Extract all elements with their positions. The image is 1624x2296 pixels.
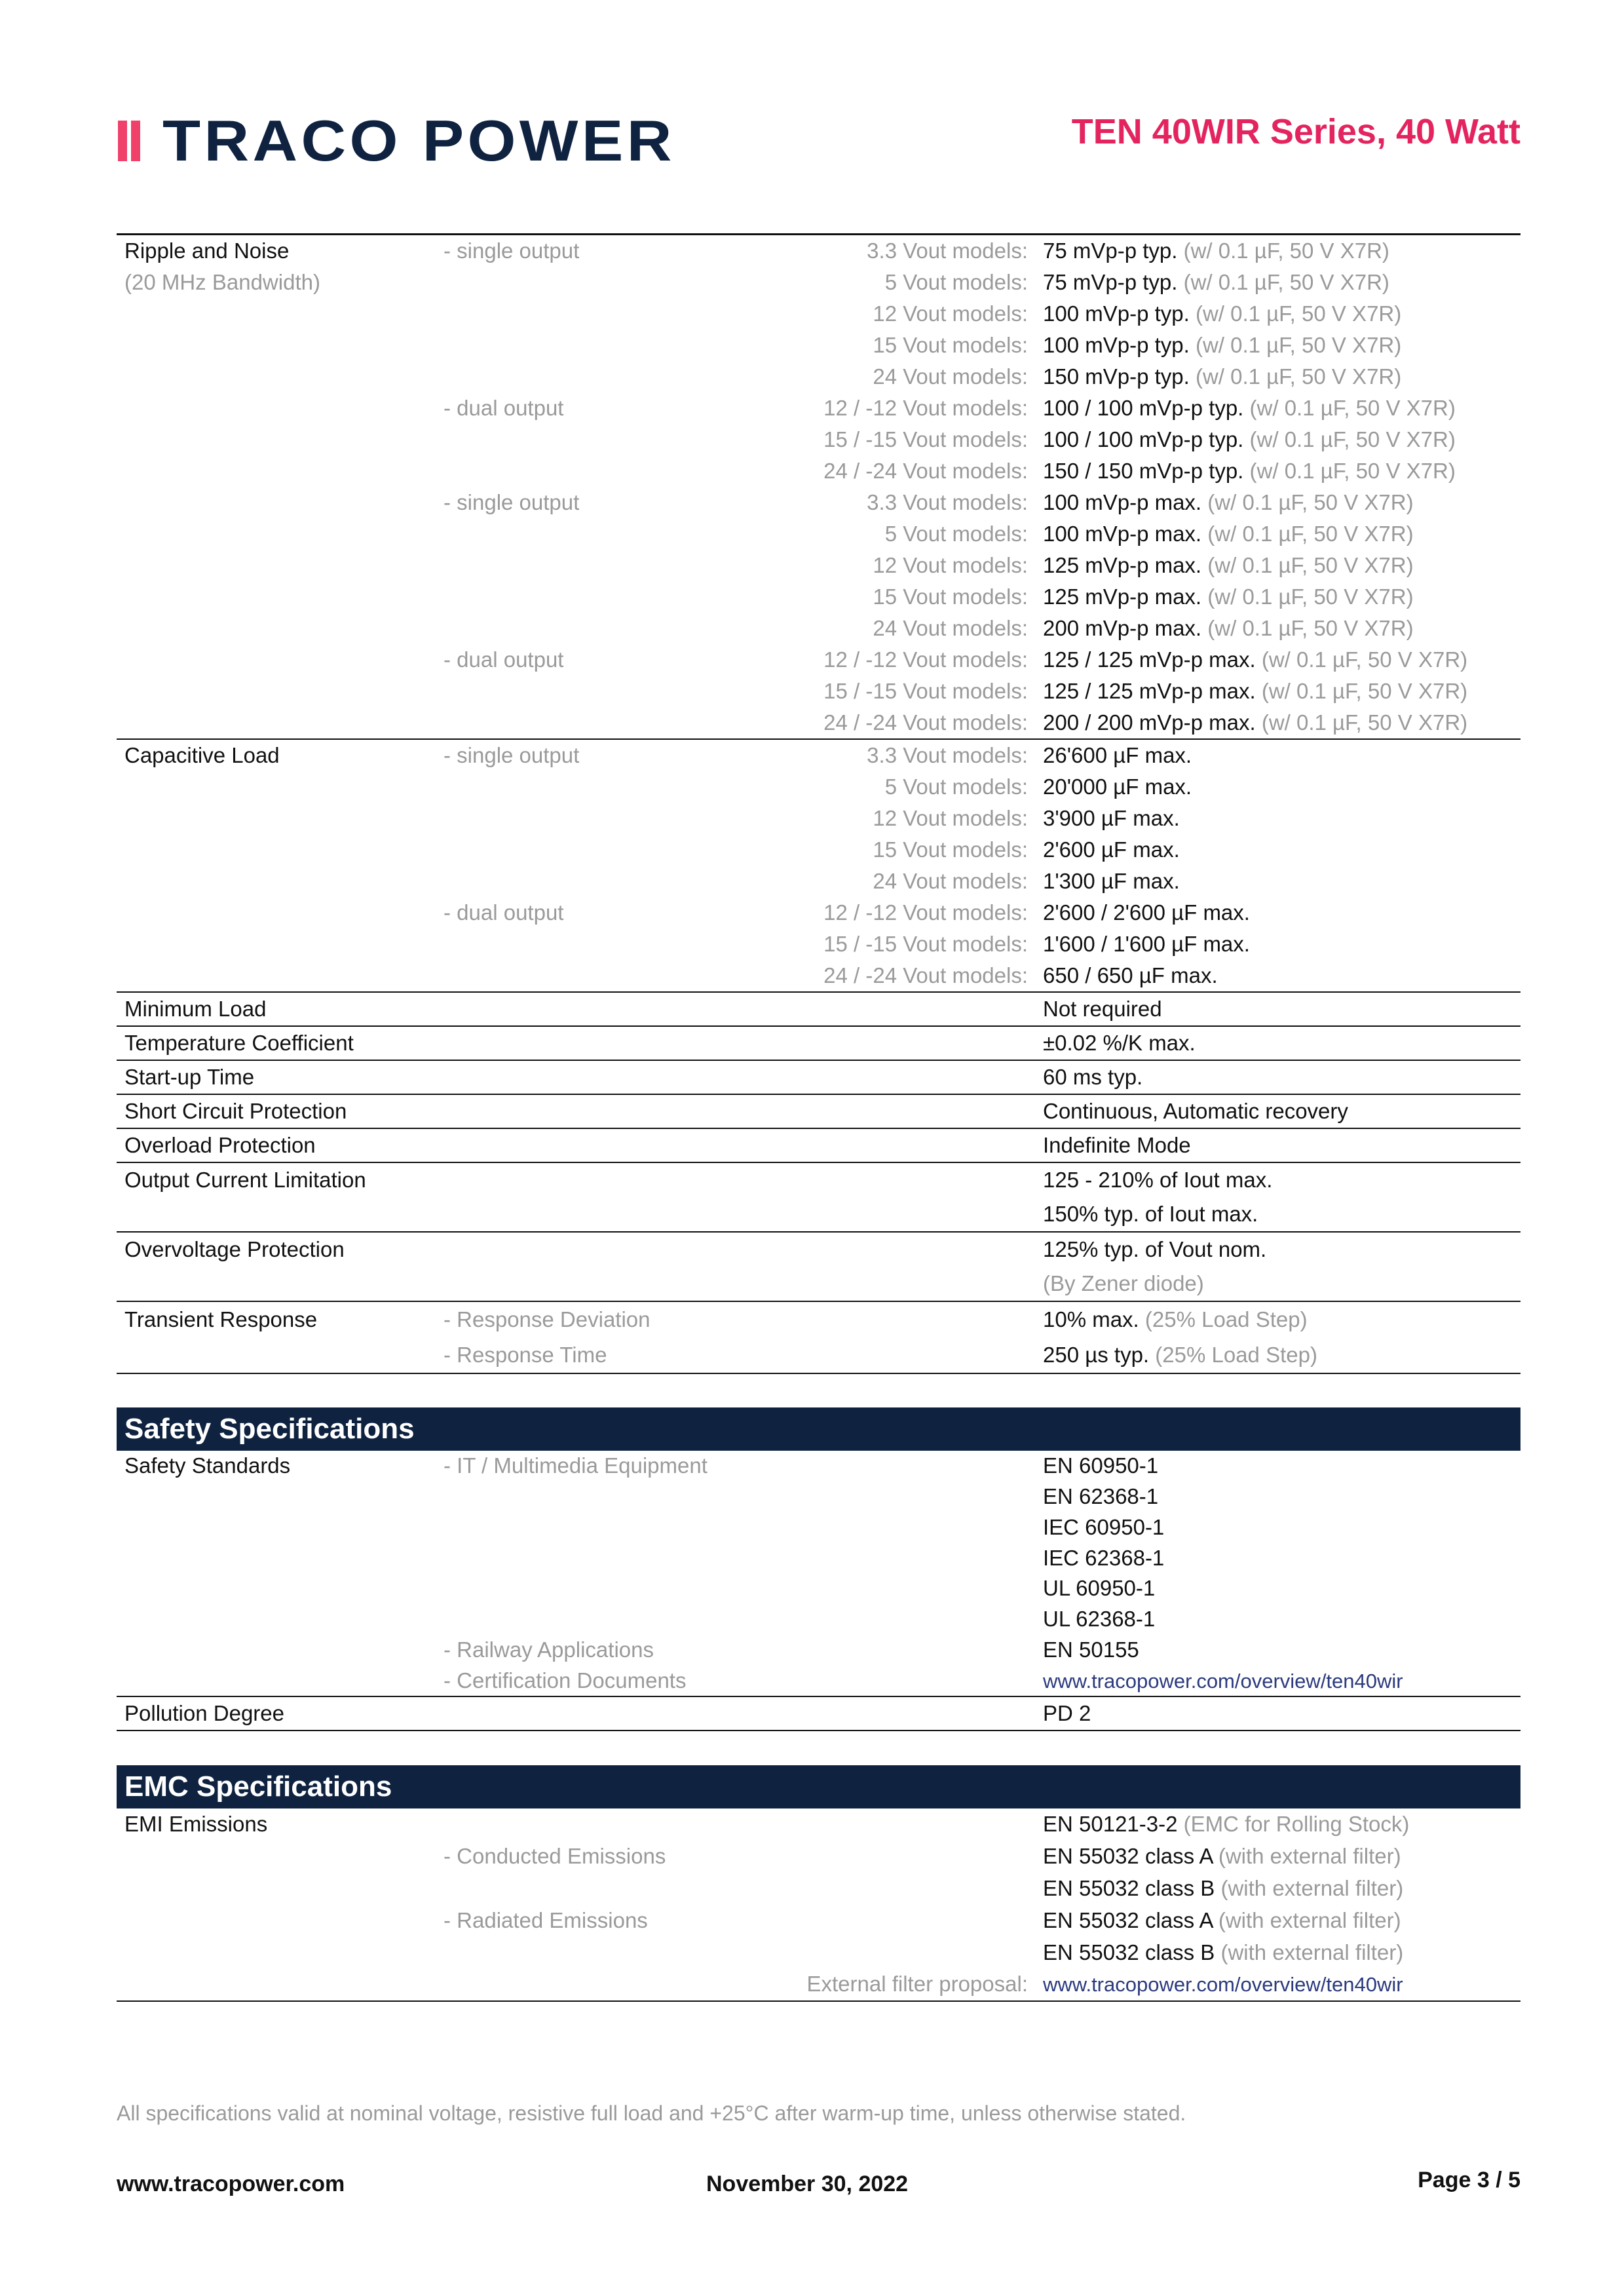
spec-row [117, 581, 1520, 613]
value-main: 250 µs typ. [1043, 1343, 1150, 1367]
spec-row [117, 866, 1520, 897]
value-main: 200 / 200 mVp-p max. [1043, 710, 1256, 735]
spec-group [117, 993, 1520, 1027]
value-main: 2'600 / 2'600 µF max. [1043, 900, 1250, 925]
spec-value [1043, 997, 1520, 1022]
spec-group [117, 1129, 1520, 1163]
value-main: 60 ms typ. [1043, 1065, 1143, 1089]
spec-value [1043, 743, 1520, 768]
spec-condition: 15 / -15 Vout models: [823, 679, 1028, 703]
spec-condition: 24 Vout models: [873, 869, 1028, 893]
value-main: 2'600 µF max. [1043, 837, 1180, 862]
value-main: 100 mVp-p typ. [1043, 301, 1190, 326]
spec-group [117, 1233, 1520, 1302]
value-main: 650 / 650 µF max. [1043, 963, 1218, 987]
logo-mark-icon [118, 121, 140, 161]
value-note: (By Zener diode) [1043, 1271, 1204, 1295]
spec-row [117, 1635, 1520, 1666]
certification-link[interactable]: www.tracopower.com/overview/ten40wir [1043, 1669, 1403, 1693]
spec-label: Transient Response [124, 1307, 318, 1331]
value-note: (with external filter) [1220, 1875, 1404, 1900]
brand-name: TRACO POWER [162, 108, 675, 173]
value-main: 125% typ. of Vout nom. [1043, 1237, 1267, 1261]
spec-value [1043, 333, 1520, 358]
spec-condition: 3.3 Vout models: [867, 743, 1028, 767]
value-main: 100 mVp-p max. [1043, 490, 1202, 514]
spec-condition: 5 Vout models: [884, 522, 1028, 546]
footer-page-number: Page 3 / 5 [1418, 2168, 1520, 2192]
spec-row [117, 1197, 1520, 1231]
spec-row [117, 803, 1520, 834]
spec-label: Minimum Load [124, 997, 267, 1021]
value-note: (with external filter) [1220, 1940, 1404, 1964]
spec-condition: 24 Vout models: [873, 364, 1028, 389]
spec-sublabel: - dual output [444, 396, 564, 420]
spec-value [1043, 1876, 1520, 1901]
spec-label: Pollution Degree [124, 1701, 284, 1725]
value-note: (with external filter) [1218, 1844, 1401, 1869]
spec-value [1043, 869, 1520, 894]
spec-row [117, 993, 1520, 1025]
spec-row [117, 1163, 1520, 1197]
spec-label: Overvoltage Protection [124, 1237, 345, 1261]
spec-row [117, 1302, 1520, 1337]
value-note: (w/ 0.1 µF, 50 V X7R) [1261, 710, 1468, 735]
spec-row [117, 928, 1520, 960]
spec-condition: 3.3 Vout models: [867, 239, 1028, 263]
spec-value [1043, 1844, 1520, 1869]
spec-sublabel: - Response Time [444, 1343, 607, 1367]
spec-value [1043, 932, 1520, 957]
spec-value [1043, 1031, 1520, 1056]
spec-value [1043, 1607, 1520, 1632]
spec-value [1043, 710, 1520, 735]
spec-value [1043, 270, 1520, 295]
spec-label: Overload Protection [124, 1133, 316, 1157]
value-note: (EMC for Rolling Stock) [1183, 1812, 1410, 1837]
value-main: 125 - 210% of Iout max. [1043, 1168, 1273, 1192]
value-main: 10% max. [1043, 1307, 1139, 1331]
value-note: (w/ 0.1 µF, 50 V X7R) [1249, 396, 1456, 420]
value-main: 100 mVp-p max. [1043, 522, 1202, 546]
spec-row [117, 1542, 1520, 1573]
value-note: (w/ 0.1 µF, 50 V X7R) [1195, 364, 1402, 389]
value-main: 20'000 µF max. [1043, 775, 1192, 799]
spec-row [117, 361, 1520, 392]
spec-row [117, 897, 1520, 928]
spec-value [1043, 1099, 1520, 1124]
spec-label: Capacitive Load [124, 743, 280, 767]
value-note: (w/ 0.1 µF, 50 V X7R) [1207, 490, 1414, 514]
value-main: 3'900 µF max. [1043, 806, 1180, 830]
spec-label: Ripple and Noise [124, 239, 290, 263]
value-main: 125 / 125 mVp-p max. [1043, 679, 1256, 703]
spec-condition: 12 Vout models: [873, 806, 1028, 830]
spec-value [1043, 775, 1520, 799]
spec-sublabel: - Railway Applications [444, 1637, 654, 1662]
spec-value [1043, 1133, 1520, 1158]
spec-condition: 12 / -12 Vout models: [823, 396, 1028, 420]
spec-condition: 5 Vout models: [884, 775, 1028, 799]
spec-value [1043, 963, 1520, 988]
spec-value [1043, 301, 1520, 326]
spec-value [1043, 679, 1520, 704]
spec-condition: 24 / -24 Vout models: [823, 459, 1028, 483]
spec-row [117, 1665, 1520, 1696]
spec-value [1043, 553, 1520, 578]
spec-value [1043, 806, 1520, 831]
spec-value [1043, 1908, 1520, 1933]
spec-value [1043, 427, 1520, 452]
spec-condition: 15 Vout models: [873, 333, 1028, 357]
spec-sublabel: - single output [444, 239, 580, 263]
value-note: (w/ 0.1 µF, 50 V X7R) [1249, 459, 1456, 483]
spec-row [117, 1841, 1520, 1873]
value-main: IEC 62368-1 [1043, 1545, 1165, 1570]
spec-value [1043, 1202, 1520, 1227]
spec-row [117, 644, 1520, 676]
spec-condition: 15 Vout models: [873, 837, 1028, 862]
spec-group [117, 1061, 1520, 1095]
value-note: (w/ 0.1 µF, 50 V X7R) [1261, 679, 1468, 703]
spec-row [117, 1129, 1520, 1162]
spec-row [117, 960, 1520, 991]
spec-value [1043, 490, 1520, 515]
spec-row [117, 267, 1520, 298]
value-note: (25% Load Step) [1144, 1307, 1308, 1331]
spec-row [117, 298, 1520, 330]
spec-row [117, 1337, 1520, 1373]
spec-sublabel: - Response Deviation [444, 1307, 651, 1331]
spec-row [117, 550, 1520, 581]
spec-row [117, 1027, 1520, 1060]
spec-value [1043, 1668, 1520, 1693]
value-main: 125 mVp-p max. [1043, 553, 1202, 577]
spec-value [1043, 1343, 1520, 1368]
value-main: IEC 60950-1 [1043, 1514, 1165, 1539]
spec-group [117, 1027, 1520, 1061]
spec-row [117, 392, 1520, 424]
value-main: 150% typ. of Iout max. [1043, 1202, 1258, 1226]
spec-row [117, 1697, 1520, 1730]
spec-label: Short Circuit Protection [124, 1099, 347, 1123]
value-note: (w/ 0.1 µF, 50 V X7R) [1207, 616, 1414, 640]
value-main: EN 55032 class B [1043, 1940, 1215, 1964]
value-main: 100 mVp-p typ. [1043, 333, 1190, 357]
spec-group [117, 740, 1520, 993]
spec-value [1043, 522, 1520, 546]
spec-label: EMI Emissions [124, 1812, 268, 1837]
value-main: 1'600 / 1'600 µF max. [1043, 932, 1250, 956]
footnote: All specifications valid at nominal voltage, resistive full load and +25°C after warm-up time, unless otherwise stated. [117, 2101, 1186, 2125]
spec-sublabel: - Certification Documents [444, 1668, 687, 1693]
spec-row [117, 1968, 1520, 2000]
value-note: (w/ 0.1 µF, 50 V X7R) [1195, 301, 1402, 326]
spec-value [1043, 239, 1520, 263]
spec-condition: 12 / -12 Vout models: [823, 647, 1028, 672]
spec-sublabel: - IT / Multimedia Equipment [444, 1453, 708, 1478]
spec-group [117, 1451, 1520, 1697]
spec-value [1043, 364, 1520, 389]
spec-sublabel: - single output [444, 743, 580, 767]
value-main: EN 50121-3-2 [1043, 1812, 1178, 1837]
spec-row [117, 1061, 1520, 1094]
spec-row [117, 676, 1520, 707]
spec-label: Safety Standards [124, 1453, 291, 1478]
value-main: 75 mVp-p typ. [1043, 270, 1178, 294]
spec-row [117, 518, 1520, 550]
value-main: EN 62368-1 [1043, 1484, 1159, 1509]
value-main: ±0.02 %/K max. [1043, 1031, 1196, 1055]
spec-row [117, 771, 1520, 803]
spec-row [117, 235, 1520, 267]
spec-label-note: (20 MHz Bandwidth) [124, 270, 320, 294]
spec-condition: 24 Vout models: [873, 616, 1028, 640]
value-main: 100 / 100 mVp-p typ. [1043, 396, 1244, 420]
spec-sublabel: - dual output [444, 647, 564, 672]
spec-label: Output Current Limitation [124, 1168, 366, 1192]
spec-group [117, 1697, 1520, 1731]
section-header: Safety Specifications [117, 1407, 1520, 1451]
value-main: 150 / 150 mVp-p typ. [1043, 459, 1244, 483]
spec-condition: 24 / -24 Vout models: [823, 710, 1028, 735]
value-main: EN 60950-1 [1043, 1453, 1159, 1478]
footer-website[interactable]: www.tracopower.com [117, 2172, 345, 2196]
spec-row [117, 1936, 1520, 1968]
value-main: 125 mVp-p max. [1043, 584, 1202, 609]
spec-row [117, 1904, 1520, 1936]
spec-condition: 15 / -15 Vout models: [823, 932, 1028, 956]
spec-condition: 12 Vout models: [873, 553, 1028, 577]
spec-value [1043, 900, 1520, 925]
spec-condition: External filter proposal: [806, 1972, 1028, 1997]
spec-value [1043, 1237, 1520, 1262]
value-note: (w/ 0.1 µF, 50 V X7R) [1207, 584, 1414, 609]
spec-value [1043, 1271, 1520, 1296]
spec-sublabel: - single output [444, 490, 580, 514]
spec-row [117, 487, 1520, 518]
spec-row [117, 740, 1520, 771]
spec-condition: 24 / -24 Vout models: [823, 963, 1028, 987]
traco-power-logo [118, 108, 675, 173]
spec-sublabel: - Conducted Emissions [444, 1844, 666, 1869]
spec-row [117, 1604, 1520, 1635]
spec-value [1043, 459, 1520, 484]
spec-row [117, 1267, 1520, 1301]
spec-value [1043, 616, 1520, 641]
certification-link[interactable]: www.tracopower.com/overview/ten40wir [1043, 1973, 1403, 1997]
document-title: TEN 40WIR Series, 40 Watt [1071, 112, 1520, 151]
spec-row [117, 1512, 1520, 1543]
spec-group [117, 1095, 1520, 1129]
spec-value [1043, 1453, 1520, 1478]
value-main: 75 mVp-p typ. [1043, 239, 1178, 263]
spec-row [117, 424, 1520, 455]
spec-value [1043, 584, 1520, 609]
value-main: Not required [1043, 997, 1162, 1021]
value-main: EN 55032 class A [1043, 1907, 1213, 1932]
spec-value [1043, 1701, 1520, 1726]
value-main: EN 50155 [1043, 1637, 1139, 1662]
value-note: (w/ 0.1 µF, 50 V X7R) [1207, 553, 1414, 577]
spec-group [117, 1163, 1520, 1233]
spec-value [1043, 1515, 1520, 1540]
spec-row [117, 330, 1520, 361]
spec-row [117, 707, 1520, 738]
spec-value [1043, 396, 1520, 421]
spec-row [117, 1808, 1520, 1841]
value-main: 1'300 µF max. [1043, 869, 1180, 893]
value-main: UL 60950-1 [1043, 1576, 1156, 1601]
spec-table [117, 233, 1520, 2002]
value-main: 150 mVp-p typ. [1043, 364, 1190, 389]
value-main: 26'600 µF max. [1043, 743, 1192, 767]
spec-row [117, 1873, 1520, 1905]
spec-label: Temperature Coefficient [124, 1031, 354, 1055]
value-note: (w/ 0.1 µF, 50 V X7R) [1183, 239, 1389, 263]
spec-value [1043, 1812, 1520, 1837]
spec-value [1043, 1484, 1520, 1509]
spec-row [117, 1451, 1520, 1482]
value-note: (w/ 0.1 µF, 50 V X7R) [1249, 427, 1456, 451]
spec-row [117, 1573, 1520, 1604]
value-main: Continuous, Automatic recovery [1043, 1099, 1348, 1123]
spec-value [1043, 1065, 1520, 1090]
footer-date: November 30, 2022 [706, 2172, 909, 2196]
spec-group [117, 1302, 1520, 1374]
value-note: (with external filter) [1218, 1907, 1401, 1932]
spec-value [1043, 647, 1520, 672]
spec-sublabel: - dual output [444, 900, 564, 925]
spec-row [117, 1482, 1520, 1512]
spec-group [117, 233, 1520, 740]
value-main: PD 2 [1043, 1701, 1091, 1725]
value-note: (25% Load Step) [1155, 1343, 1317, 1367]
spec-condition: 15 / -15 Vout models: [823, 427, 1028, 451]
spec-value [1043, 1940, 1520, 1965]
value-main: 100 / 100 mVp-p typ. [1043, 427, 1244, 451]
value-note: (w/ 0.1 µF, 50 V X7R) [1195, 333, 1402, 357]
spec-condition: 15 Vout models: [873, 584, 1028, 609]
spec-sublabel: - Radiated Emissions [444, 1907, 648, 1932]
spec-condition: 12 Vout models: [873, 301, 1028, 326]
spec-row [117, 1095, 1520, 1128]
spec-value [1043, 1168, 1520, 1193]
spec-row [117, 613, 1520, 644]
spec-value [1043, 1637, 1520, 1662]
spec-row [117, 455, 1520, 487]
value-note: (w/ 0.1 µF, 50 V X7R) [1183, 270, 1389, 294]
spec-condition: 5 Vout models: [884, 270, 1028, 294]
spec-value [1043, 837, 1520, 862]
value-note: (w/ 0.1 µF, 50 V X7R) [1261, 647, 1468, 672]
value-main: 125 / 125 mVp-p max. [1043, 647, 1256, 672]
value-main: 200 mVp-p max. [1043, 616, 1202, 640]
spec-value [1043, 1972, 1520, 1997]
spec-value [1043, 1307, 1520, 1332]
spec-condition: 12 / -12 Vout models: [823, 900, 1028, 925]
value-main: UL 62368-1 [1043, 1607, 1156, 1632]
spec-row [117, 834, 1520, 866]
spec-value [1043, 1576, 1520, 1601]
value-main: EN 55032 class B [1043, 1875, 1215, 1900]
spec-group [117, 1808, 1520, 2002]
spec-value [1043, 1546, 1520, 1571]
section-header: EMC Specifications [117, 1765, 1520, 1808]
spec-row [117, 1233, 1520, 1267]
spec-condition: 3.3 Vout models: [867, 490, 1028, 514]
value-main: EN 55032 class A [1043, 1844, 1213, 1869]
spec-label: Start-up Time [124, 1065, 255, 1089]
value-main: Indefinite Mode [1043, 1133, 1191, 1157]
value-note: (w/ 0.1 µF, 50 V X7R) [1207, 522, 1414, 546]
